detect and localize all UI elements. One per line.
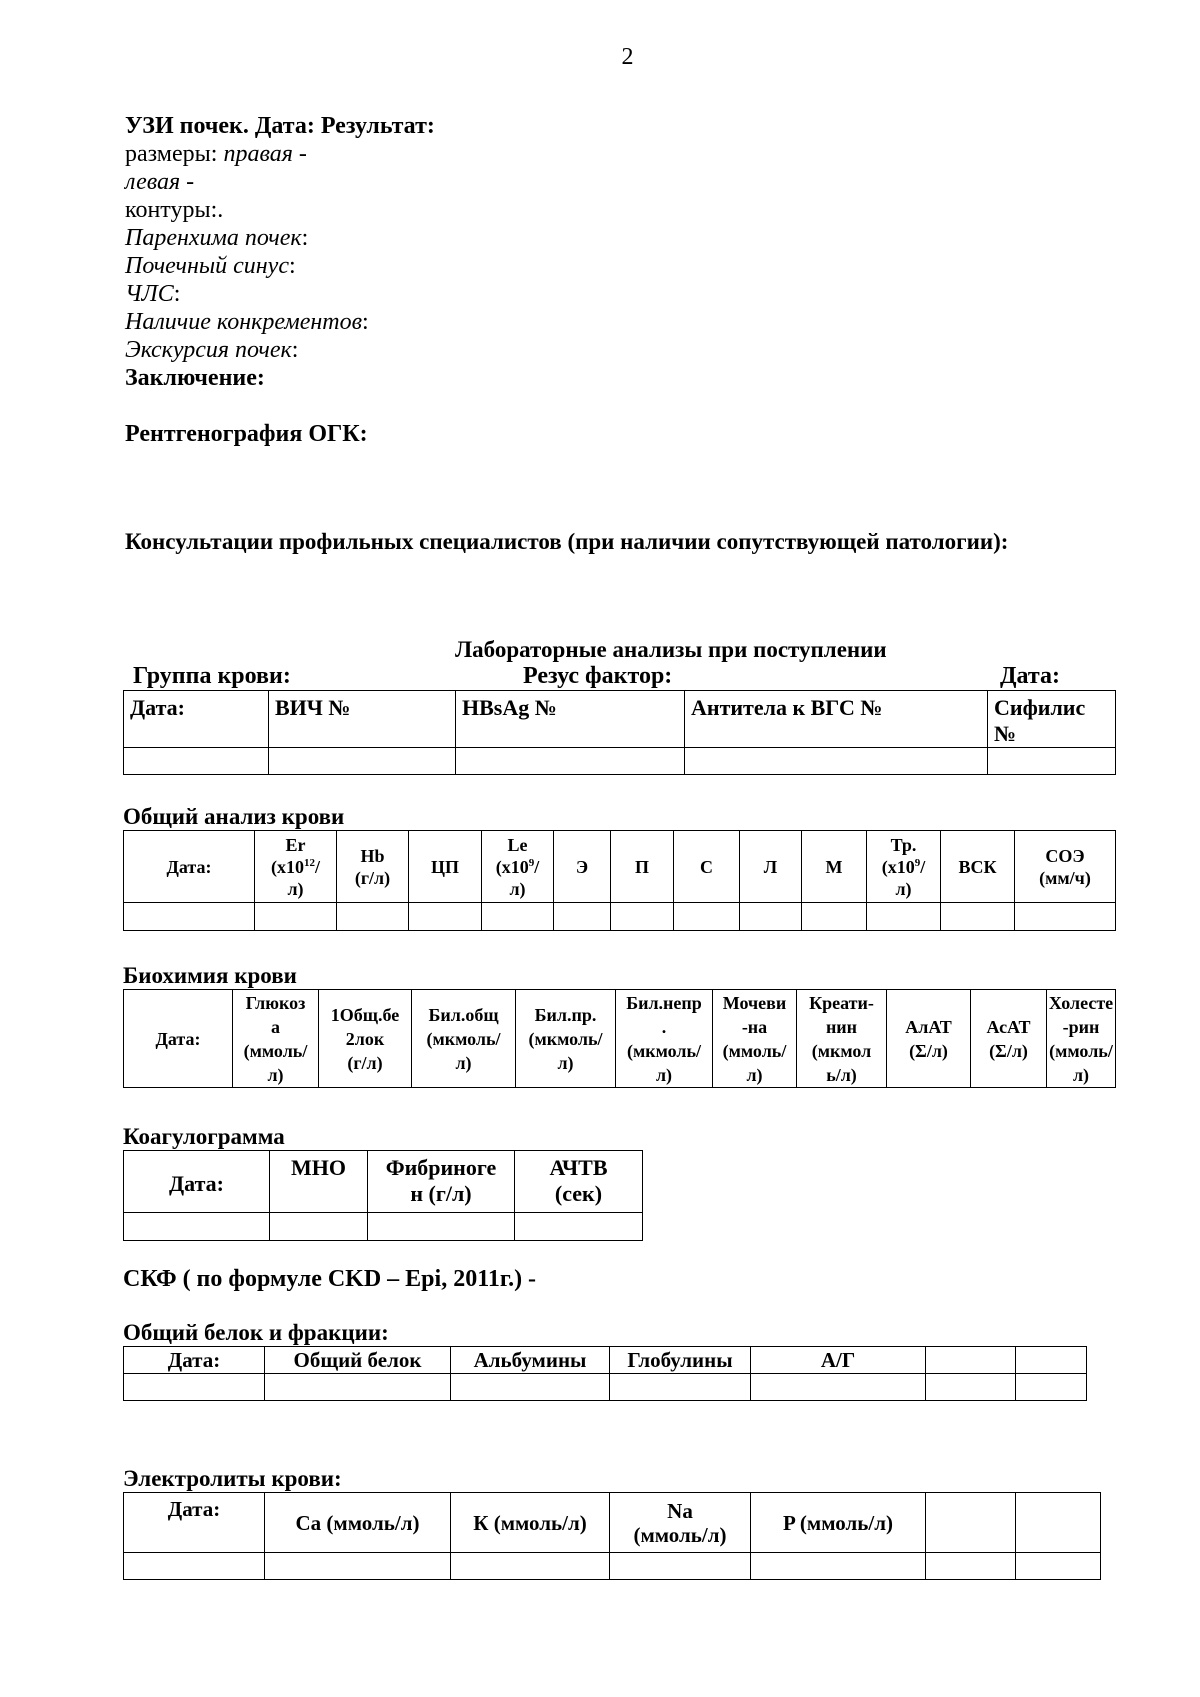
kidney-parenchyma-row: Паренхима почек: [125,225,309,251]
xray-label: Рентгенография ОГК: [125,421,368,447]
cbc-tr-slash: / [920,856,926,877]
kidney-contours-label: контуры:. [125,197,224,223]
cbc-er-label: Er [285,834,306,855]
cbc-table [123,830,1116,931]
electrolytes-header-ca: Ca (ммоль/л) [265,1493,451,1553]
infection-cell[interactable] [456,748,685,775]
infection-header-hcv: Антитела к ВГС № [685,691,988,748]
bio-header-date: Дата: [124,990,233,1088]
coag-cell[interactable] [124,1213,270,1241]
electrolytes-na-b: (ммоль/л) [633,1522,727,1547]
cbc-le-exp: 9 [528,856,535,869]
cbc-tr-unit-b: л) [895,878,912,899]
protein-cell[interactable] [751,1374,926,1401]
bio-table [123,989,1116,1088]
cbc-cell[interactable] [740,903,802,931]
cbc-er-slash: / [314,856,320,877]
bio-cr-b: нин [825,1016,858,1037]
bio-urea-a: Мочеви [722,992,787,1013]
bio-bt-c: л) [455,1052,472,1073]
cbc-le-label: Le [507,834,528,855]
bio-glucose-d: л) [267,1064,284,1085]
bio-cr-c: (мкмол [811,1040,872,1061]
cbc-cell[interactable] [867,903,941,931]
bio-chol-a: Холесте [1048,992,1114,1013]
coag-table [123,1150,643,1241]
kidney-sinus-label: Почечный синус [125,253,289,279]
bio-urea-c: (ммоль/ [722,1040,787,1061]
kidney-size-row [125,140,307,168]
protein-cell[interactable] [124,1374,265,1401]
lab-title: Лабораторные анализы при поступлении [455,637,887,662]
protein-cell[interactable] [1016,1374,1087,1401]
infection-cell[interactable] [124,748,269,775]
bio-header-total-protein [319,990,412,1088]
cbc-hb-unit: (г/л) [354,867,391,888]
cbc-le-slash: / [534,856,540,877]
bio-tp-b: 2лок [345,1028,385,1049]
bio-cr-d: ь/л) [826,1064,857,1085]
bio-chol-b: -рин [1062,1016,1100,1037]
kidney-parenchyma-label: Паренхима почек [125,225,302,251]
bio-asat-a: АсАТ [986,1016,1031,1037]
cbc-header-l: Л [740,831,802,903]
protein-title: Общий белок и фракции: [123,1320,389,1345]
cbc-header-cp: ЦП [409,831,482,903]
infection-header-syphilis: Сифилис № [988,691,1116,748]
bio-header-urea [713,990,797,1088]
electrolytes-header-empty [1016,1493,1101,1553]
bio-header-alat [887,990,971,1088]
bio-header-bil-total [412,990,516,1088]
coag-header-fibrinogen [368,1151,515,1213]
kidney-sinus-row: Почечный синус: [125,253,296,279]
bio-header-bil-indirect [616,990,713,1088]
cbc-header-le [482,831,554,903]
bio-glucose-c: (ммоль/ [243,1040,308,1061]
cbc-header-er [255,831,337,903]
cbc-tr-unit-a: (x10 [881,856,915,877]
kidney-stones-label: Наличие конкрементов [125,309,363,335]
kidney-left-label: левая - [125,169,195,195]
coag-cell[interactable] [368,1213,515,1241]
cbc-cell[interactable] [802,903,867,931]
electrolytes-cell[interactable] [451,1553,610,1580]
infection-table [123,690,1116,775]
kidney-excursion-label: Экскурсия почек [125,337,292,363]
electrolytes-cell[interactable] [926,1553,1016,1580]
cbc-header-vsk: ВСК [941,831,1015,903]
infection-cell[interactable] [988,748,1116,775]
bio-header-asat [971,990,1047,1088]
cbc-header-tr [867,831,941,903]
blood-group-label: Группа крови: [133,663,291,689]
protein-cell[interactable] [610,1374,751,1401]
lab-date-label: Дата: [1000,663,1060,689]
kidney-pcs-label: ЧЛС [125,281,174,307]
protein-header-globulin: Глобулины [610,1347,751,1374]
electrolytes-header-k: К (ммоль/л) [451,1493,610,1553]
protein-header-date: Дата: [124,1347,265,1374]
bio-header-cholesterol [1047,990,1116,1088]
protein-cell[interactable] [265,1374,451,1401]
page-number: 2 [621,44,634,70]
coag-cell[interactable] [515,1213,643,1241]
protein-header-ag: А/Г [751,1347,926,1374]
electrolytes-header-empty [926,1493,1016,1553]
coag-header-aptt [515,1151,643,1213]
bio-alat-b: (Σ/л) [909,1040,948,1061]
electrolytes-cell[interactable] [1016,1553,1101,1580]
bio-glucose-b: а [271,1016,280,1037]
coag-aptt-a: АЧТВ [549,1155,608,1180]
cbc-cell[interactable] [941,903,1015,931]
bio-alat-a: АлАТ [905,1016,952,1037]
cbc-header-s: С [674,831,740,903]
bio-bd-a: Бил.пр. [534,1004,597,1025]
cbc-tr-label: Тр. [890,834,917,855]
cbc-cell[interactable] [124,903,255,931]
gfr-label: СКФ ( по формуле CKD – Epi, 2011г.) - [123,1266,537,1292]
cbc-cell[interactable] [1015,903,1116,931]
cbc-tr-exp: 9 [914,856,921,869]
electrolytes-cell[interactable] [124,1553,265,1580]
cbc-cell[interactable] [255,903,337,931]
kidney-pcs-row: ЧЛС: [125,281,181,307]
cbc-header-soe [1015,831,1116,903]
cbc-er-unit-b: л) [287,878,304,899]
electrolytes-header-na [610,1493,751,1553]
cbc-header-date: Дата: [124,831,255,903]
bio-cr-a: Креати- [809,992,874,1013]
bio-bt-a: Бил.общ [428,1004,499,1025]
cbc-soe-label: СОЭ [1045,845,1085,866]
rhesus-label: Резус фактор: [523,663,673,689]
coag-header-date: Дата: [124,1151,270,1213]
bio-tp-c: (г/л) [347,1052,383,1073]
bio-chol-d: л) [1072,1064,1090,1085]
cbc-er-unit-a: (x10 [270,856,304,877]
coag-fib-a: Фибриноге [385,1155,497,1180]
bio-bi-b: . [661,1016,667,1037]
bio-bd-b: (мкмоль/ [528,1028,603,1049]
coag-title: Коагулограмма [123,1124,285,1149]
cbc-title: Общий анализ крови [123,804,345,829]
cbc-cell[interactable] [337,903,409,931]
cbc-cell[interactable] [482,903,554,931]
bio-urea-d: л) [746,1064,763,1085]
kidney-excursion-row: Экскурсия почек: [125,337,299,363]
electrolytes-header-date: Дата: [124,1493,265,1553]
electrolytes-cell[interactable] [751,1553,926,1580]
cbc-header-e: Э [554,831,611,903]
kidney-stones-row: Наличие конкрементов: [125,309,369,335]
cbc-le-unit-b: л) [509,878,526,899]
bio-bd-c: л) [557,1052,574,1073]
kidney-right-label: правая - [223,141,307,167]
electrolytes-cell[interactable] [265,1553,451,1580]
cbc-header-m: М [802,831,867,903]
electrolytes-table [123,1492,1101,1580]
protein-header-albumin: Альбумины [451,1347,610,1374]
cbc-header-hb [337,831,409,903]
coag-cell[interactable] [270,1213,368,1241]
infection-cell[interactable] [269,748,456,775]
kidney-conclusion-label: Заключение: [125,365,265,391]
protein-cell[interactable] [451,1374,610,1401]
cbc-le-unit-a: (x10 [495,856,529,877]
protein-header-empty [926,1347,1016,1374]
infection-header-hiv: ВИЧ № [269,691,456,748]
consult-label: Консультации профильных специалистов (при наличии сопутствующей патологии): [125,529,1009,554]
cbc-cell[interactable] [611,903,674,931]
bio-bi-d: л) [655,1064,673,1085]
kidney-size-label: размеры: [125,141,218,167]
bio-header-creatinine [797,990,887,1088]
coag-fib-b: н (г/л) [410,1181,472,1206]
cbc-cell[interactable] [409,903,482,931]
bio-urea-b: -на [741,1016,768,1037]
bio-bt-b: (мкмоль/ [426,1028,501,1049]
bio-title: Биохимия крови [123,963,297,988]
coag-header-inr: МНО [270,1151,368,1213]
bio-bi-a: Бил.непр [626,992,702,1013]
protein-cell[interactable] [926,1374,1016,1401]
cbc-er-exp: 12 [303,856,315,869]
protein-header-total: Общий белок [265,1347,451,1374]
infection-cell[interactable] [685,748,988,775]
infection-header-date: Дата: [124,691,269,748]
bio-bi-c: (мкмоль/ [626,1040,702,1061]
electrolytes-title: Электролиты крови: [123,1466,342,1491]
cbc-hb-label: Hb [360,845,385,866]
infection-header-hbsag: HBsAg № [456,691,685,748]
electrolytes-cell[interactable] [610,1553,751,1580]
bio-header-glucose [233,990,319,1088]
electrolytes-header-p: P (ммоль/л) [751,1493,926,1553]
bio-header-bil-direct [516,990,616,1088]
protein-header-empty [1016,1347,1087,1374]
electrolytes-na-a: Na [667,1498,693,1523]
bio-tp-a: 1Общ.бе [330,1004,400,1025]
cbc-soe-unit: (мм/ч) [1039,867,1091,888]
coag-aptt-b: (сек) [554,1181,603,1206]
kidney-us-title: УЗИ почек. Дата: Результат: [125,113,435,139]
bio-chol-c: (ммоль/ [1049,1040,1113,1061]
bio-asat-b: (Σ/л) [989,1040,1028,1061]
cbc-cell[interactable] [674,903,740,931]
bio-glucose-a: Глюкоз [245,992,306,1013]
protein-table [123,1346,1087,1401]
cbc-cell[interactable] [554,903,611,931]
cbc-header-p: П [611,831,674,903]
